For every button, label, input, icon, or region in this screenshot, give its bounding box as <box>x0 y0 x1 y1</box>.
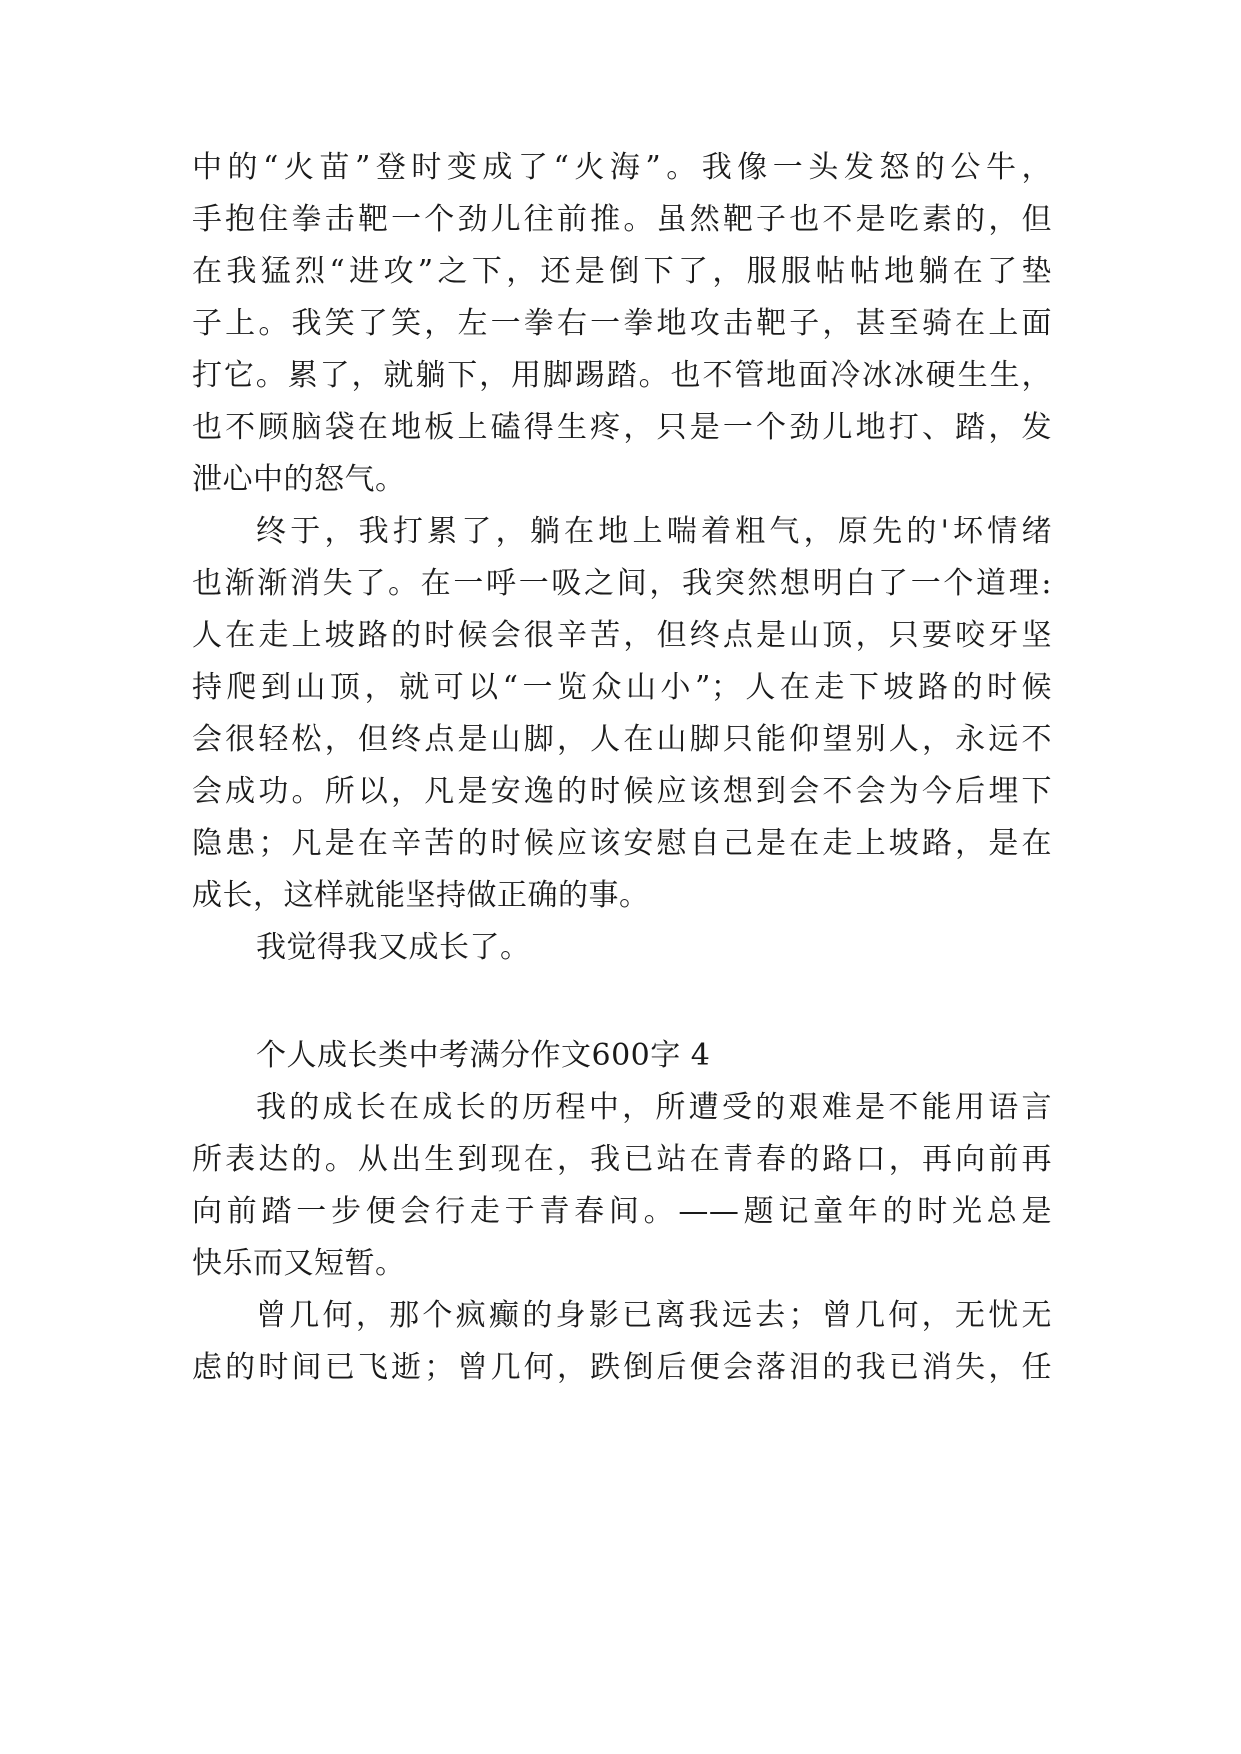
text-line: 快乐而又短暂。 <box>192 1246 406 1281</box>
text-line: 也不顾脑袋在地板上磕得生疼，只是一个劲儿地打、踏，发 <box>192 410 1052 445</box>
text-line: 子上。我笑了笑，左一拳右一拳地攻击靶子，甚至骑在上面 <box>192 306 1052 341</box>
text-line: 打它。累了，就躺下，用脚踢踏。也不管地面冷冰冰硬生生， <box>192 358 1052 393</box>
section-heading: 个人成长类中考满分作文600字 4 <box>256 1038 711 1073</box>
text-line: 也渐渐消失了。在一呼一吸之间，我突然想明白了一个道理: <box>192 566 1052 601</box>
text-line: 中的“火苗”登时变成了“火海”。我像一头发怒的公牛， <box>192 150 1052 185</box>
text-line: 会很轻松，但终点是山脚，人在山脚只能仰望别人，永远不 <box>192 722 1052 757</box>
text-line: 终于，我打累了，躺在地上喘着粗气，原先的'坏情绪 <box>256 514 1052 549</box>
text-line: 成长，这样就能坚持做正确的事。 <box>192 878 650 913</box>
text-line: 向前踏一步便会行走于青春间。——题记童年的时光总是 <box>192 1194 1052 1229</box>
text-line: 隐患；凡是在辛苦的时候应该安慰自己是在走上坡路，是在 <box>192 826 1052 861</box>
text-line: 所表达的。从出生到现在，我已站在青春的路口，再向前再 <box>192 1142 1052 1177</box>
text-line: 会成功。所以，凡是安逸的时候应该想到会不会为今后埋下 <box>192 774 1052 809</box>
text-line: 我觉得我又成长了。 <box>256 930 531 965</box>
text-line: 泄心中的怒气。 <box>192 462 406 497</box>
text-line: 曾几何，那个疯癫的身影已离我远去；曾几何，无忧无 <box>256 1298 1052 1333</box>
text-line: 人在走上坡路的时候会很辛苦，但终点是山顶，只要咬牙坚 <box>192 618 1052 653</box>
text-line: 手抱住拳击靶一个劲儿往前推。虽然靶子也不是吃素的，但 <box>192 202 1052 237</box>
text-line: 虑的时间已飞逝；曾几何，跌倒后便会落泪的我已消失，任 <box>192 1350 1052 1385</box>
text-line: 持爬到山顶，就可以“一览众山小”；人在走下坡路的时候 <box>192 670 1052 705</box>
text-line: 在我猛烈“进攻”之下，还是倒下了，服服帖帖地躺在了垫 <box>192 254 1052 289</box>
text-line: 我的成长在成长的历程中，所遭受的艰难是不能用语言 <box>256 1090 1052 1125</box>
